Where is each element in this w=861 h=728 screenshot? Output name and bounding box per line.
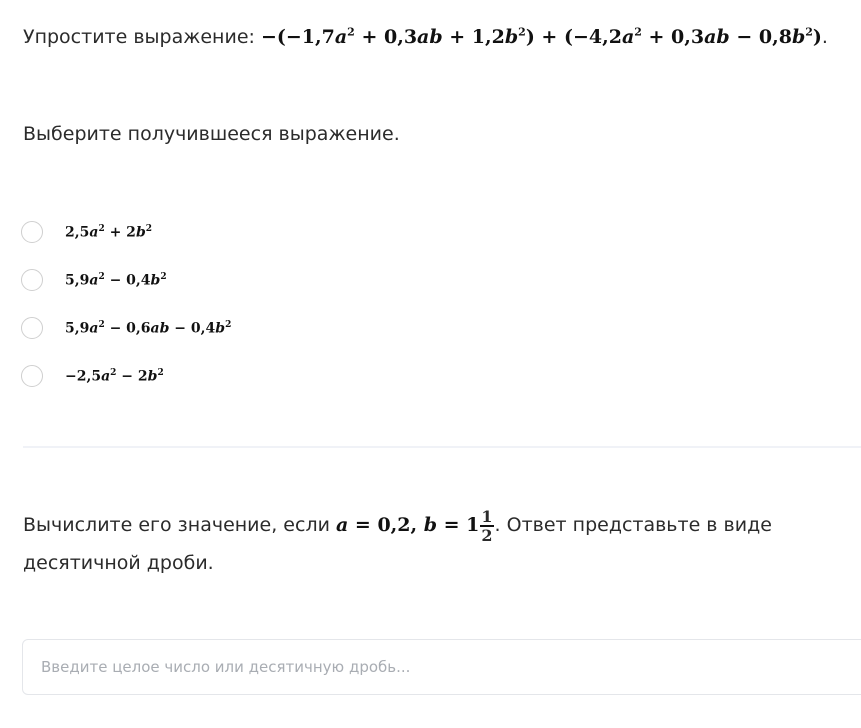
fraction-one-half: $\frac{1}{2}$ bbox=[481, 506, 493, 545]
option-label: $5,9a^2 - 0,4b^2$ bbox=[65, 271, 167, 289]
answer-input[interactable] bbox=[23, 640, 861, 694]
answer-field[interactable] bbox=[22, 639, 861, 695]
option-2[interactable] bbox=[21, 256, 231, 304]
radio-button[interactable] bbox=[21, 269, 43, 291]
variable-a: a bbox=[335, 514, 349, 536]
question-simplify: Упростите выражение: $-(-1,7a^2 + 0,3ab + 1,2b^2) + (-4,2a^2 + 0,3ab - 0,8b^2)$. bbox=[23, 25, 828, 48]
option-4[interactable] bbox=[21, 352, 231, 400]
option-label: $5,9a^2 - 0,6ab - 0,4b^2$ bbox=[65, 319, 232, 337]
section-divider bbox=[23, 446, 861, 448]
answer-options bbox=[21, 208, 231, 400]
radio-button[interactable] bbox=[21, 317, 43, 339]
question-simplify-text: Упростите выражение: bbox=[23, 26, 261, 48]
variable-b: b bbox=[423, 514, 438, 536]
option-1[interactable] bbox=[21, 208, 231, 256]
option-label: $2,5a^2 + 2b^2$ bbox=[65, 223, 152, 241]
option-3[interactable] bbox=[21, 304, 231, 352]
option-label: $-2,5a^2 - 2b^2$ bbox=[65, 367, 164, 385]
radio-button[interactable] bbox=[21, 221, 43, 243]
question-choose-result: Выберите получившееся выражение. bbox=[23, 123, 400, 145]
radio-button[interactable] bbox=[21, 365, 43, 387]
question-calculate: Вычислите его значение, если a = 0,2, b = 1 $\frac{1}{2}$ . Ответ представьте в виде десятичной дроби. bbox=[23, 506, 772, 574]
expression-to-simplify: $-(-1,7a^2 + 0,3ab + 1,2b^2) + (-4,2a^2 + 0,3ab - 0,8b^2)$ bbox=[260, 25, 822, 48]
